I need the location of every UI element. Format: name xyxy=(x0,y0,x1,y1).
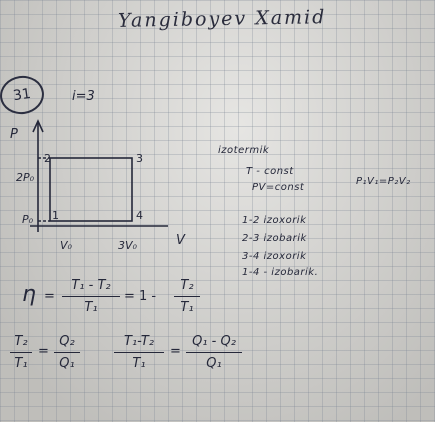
eta-equals: = xyxy=(44,289,55,304)
fraction-2-numerator: T₂ xyxy=(180,278,194,293)
point-1-label: 1 xyxy=(52,209,59,222)
note-process-4-1: 1-4 - izobarik. xyxy=(242,267,319,278)
ratio-equals: = xyxy=(38,344,49,359)
fraction-t2-over-t1 xyxy=(174,278,200,315)
note-process-3-4: 3-4 izoxorik xyxy=(242,251,307,262)
cycle-rectangle xyxy=(50,158,132,221)
v-high-label: 3V₀ xyxy=(118,239,137,252)
ratio-q-numerator: Q₂ xyxy=(59,334,75,349)
y-axis-label: P xyxy=(10,127,18,142)
fraction-2-bar xyxy=(174,296,200,297)
p-low-label: P₀ xyxy=(22,213,34,226)
note-pv-const: PV=const xyxy=(252,182,305,193)
fraction-1-denominator: T₁ xyxy=(84,300,98,315)
ratio-t-bar xyxy=(10,352,32,353)
note-process-1-2: 1-2 izoxorik xyxy=(242,215,307,226)
x-axis-label: V xyxy=(176,233,185,248)
point-4-label: 4 xyxy=(136,209,143,222)
fraction-q1-minus-q2-over-q1 xyxy=(186,334,242,371)
note-isothermal: izotermik xyxy=(218,145,270,156)
fraction-4-bar xyxy=(186,352,242,353)
note-boyle-law: P₁V₁=P₂V₂ xyxy=(356,176,411,187)
point-3-label: 3 xyxy=(136,152,143,165)
second-equals: = xyxy=(170,344,181,359)
v-low-label: V₀ xyxy=(60,239,72,252)
one-minus: = 1 - xyxy=(124,289,157,304)
ratio-t-numerator: T₂ xyxy=(14,334,28,349)
fraction-3-bar xyxy=(114,352,164,353)
note-t-const: T - const xyxy=(246,166,294,177)
problem-condition: i=3 xyxy=(72,89,95,104)
fraction-3-denominator: T₁ xyxy=(132,356,146,371)
ratio-t-denominator: T₁ xyxy=(14,356,28,371)
fraction-1-numerator: T₁ - T₂ xyxy=(71,278,111,293)
ratio-q-bar xyxy=(54,352,80,353)
point-2-label: 2 xyxy=(44,152,51,165)
p-high-label: 2P₀ xyxy=(16,171,35,184)
ratio-t2-t1 xyxy=(10,334,32,371)
fraction-1-bar xyxy=(62,296,120,297)
page-title: Yangiboyev Xamid xyxy=(117,6,327,32)
eta-symbol: η xyxy=(22,282,36,307)
fraction-4-numerator: Q₁ - Q₂ xyxy=(192,334,236,349)
fraction-4-denominator: Q₁ xyxy=(206,356,222,371)
fraction-t1-minus-t2-second xyxy=(114,334,164,371)
problem-number-text: 31 xyxy=(12,85,32,105)
fraction-t1-minus-t2-over-t1 xyxy=(62,278,120,315)
ratio-q2-q1 xyxy=(54,334,80,371)
note-process-2-3: 2-3 izobarik xyxy=(242,233,307,244)
ratio-q-denominator: Q₁ xyxy=(59,356,75,371)
fraction-2-denominator: T₁ xyxy=(180,300,194,315)
fraction-3-numerator: T₁-T₂ xyxy=(123,334,155,349)
